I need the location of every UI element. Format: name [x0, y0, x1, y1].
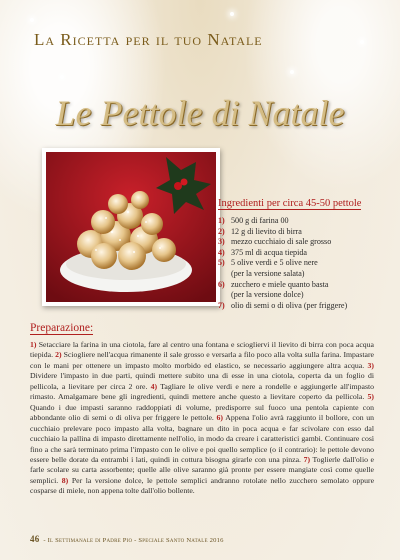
step-text: Setacciare la farina in una ciotola, fare al centro una fontana e sciogliervi il lievito di birra con poca acqua tiepida. [30, 340, 374, 360]
step-text: Appena l'olio avrà raggiunto il bollore, con un cucchiaio prelevare poco impasto alla volta, bagnare un dito in poca acqua e far scivolare con esso dal cucchiaio la pallina di impasto direttamente nell'olio, in modo da creare i caratteristici gambi. Continuare così fino a che sarà terminato prima l'impasto con le olive e poi quello semplice (o il contrario): le pettole devono essere belle dorate da entrambi i lati, quindi in cottura bisogna girarle con una pinza. [30, 413, 375, 464]
ingredient-item [218, 258, 390, 279]
ingredient-number: 6) [218, 279, 225, 289]
step-number: 1) [30, 340, 37, 349]
sparkle-decoration [290, 70, 294, 74]
sparkle-decoration [230, 12, 234, 16]
preparation-text [30, 340, 374, 497]
recipe-title-text: Le Pettole di Natale [55, 93, 345, 133]
preparation-heading: Preparazione: [30, 322, 94, 334]
step-text: Tagliare le olive verdi e nere a rondelle e aggiungerle all'impasto rimasto. Amalgamare bene gli ingredienti, quindi mettere anche questo a lievitare coperto da pellicola. [30, 381, 374, 402]
ingredient-text: mezzo cucchiaio di sale grosso [231, 237, 332, 247]
step-number: 3) [367, 360, 375, 370]
ingredients-heading: Ingredienti per circa 45-50 pettole [218, 198, 362, 209]
recipe-title [0, 92, 400, 134]
ingredient-text: 500 g di farina 00 [231, 216, 289, 225]
step-text: Per la versione dolce, le pettole semplici andranno rotolate nello zucchero semolato oppure cosparse di miele, non appena tolte dall'olio bollente. [30, 475, 375, 496]
ingredients-list [218, 216, 390, 311]
sparkle-decoration [30, 18, 34, 22]
section-banner [34, 30, 263, 50]
step-number: 4) [150, 381, 158, 391]
step-number: 6) [216, 413, 223, 423]
footer-text: - Il Settimanale di Padre Pio - Speciale Santo Natale 2016 [43, 537, 224, 544]
ingredient-item [218, 237, 390, 248]
ingredient-text: 375 ml di acqua tiepida [231, 247, 307, 257]
ingredient-text: 12 g di lievito di birra [231, 226, 302, 236]
ingredient-number: 3) [218, 237, 225, 247]
ingredient-note: (per la versione salata) [231, 268, 305, 278]
ingredient-note: (per la versione dolce) [231, 290, 304, 300]
ingredients-section [218, 193, 390, 311]
ingredient-item [218, 216, 390, 227]
step-text: Sciogliere nell'acqua rimanente il sale grosso e versarla a filo poco alla volta sulla farina. Impastare con le mani per ottenere un impasto molto morbido ed elastico, se necessario aggiungere altra acqua. [30, 350, 374, 370]
step-number: 7) [303, 454, 311, 464]
ingredient-text: zucchero e miele quanto basta [231, 279, 329, 289]
ingredient-item [218, 248, 390, 259]
recipe-photo [42, 148, 220, 306]
ingredient-item [218, 227, 390, 238]
ingredient-item [218, 301, 390, 312]
ingredient-number: 7) [218, 300, 225, 310]
step-number: 8) [61, 475, 69, 485]
ingredient-text: olio di semi o di oliva (per friggere) [231, 300, 348, 310]
step-text: Quando i due impasti saranno raddoppiati di volume, predisporre sul fuoco una pentola capiente con abbondante olio di semi o di oliva per friggere le pettole. [30, 402, 374, 423]
ingredient-number: 2) [218, 226, 225, 236]
ingredient-number: 1) [218, 216, 225, 225]
sparkle-decoration [360, 40, 364, 44]
step-text: Dividere l'impasto in due parti, quindi mettere subito una di esse in una ciotola, coperta da un foglio di pellicola, a lievitare per circa 2 ore. [30, 371, 374, 391]
page-footer [30, 534, 370, 544]
step-number: 2) [55, 350, 62, 360]
sparkle-decoration [60, 75, 64, 79]
ingredient-item [218, 280, 390, 301]
ingredient-number: 5) [218, 258, 225, 268]
step-text: Toglierle dall'olio e farle scolare su carta assorbente; quelle alle olive saranno già pronte per essere mangiate così come quelle semplici. [30, 454, 374, 485]
pettole-bowl-image [46, 152, 216, 302]
page-number: 46 [30, 534, 40, 544]
section-banner-text: La Ricetta per il tuo Natale [34, 30, 263, 49]
step-number: 5) [367, 392, 375, 402]
ingredient-number: 4) [218, 247, 225, 257]
ingredient-text: 5 olive verdi e 5 olive nere [231, 258, 318, 268]
